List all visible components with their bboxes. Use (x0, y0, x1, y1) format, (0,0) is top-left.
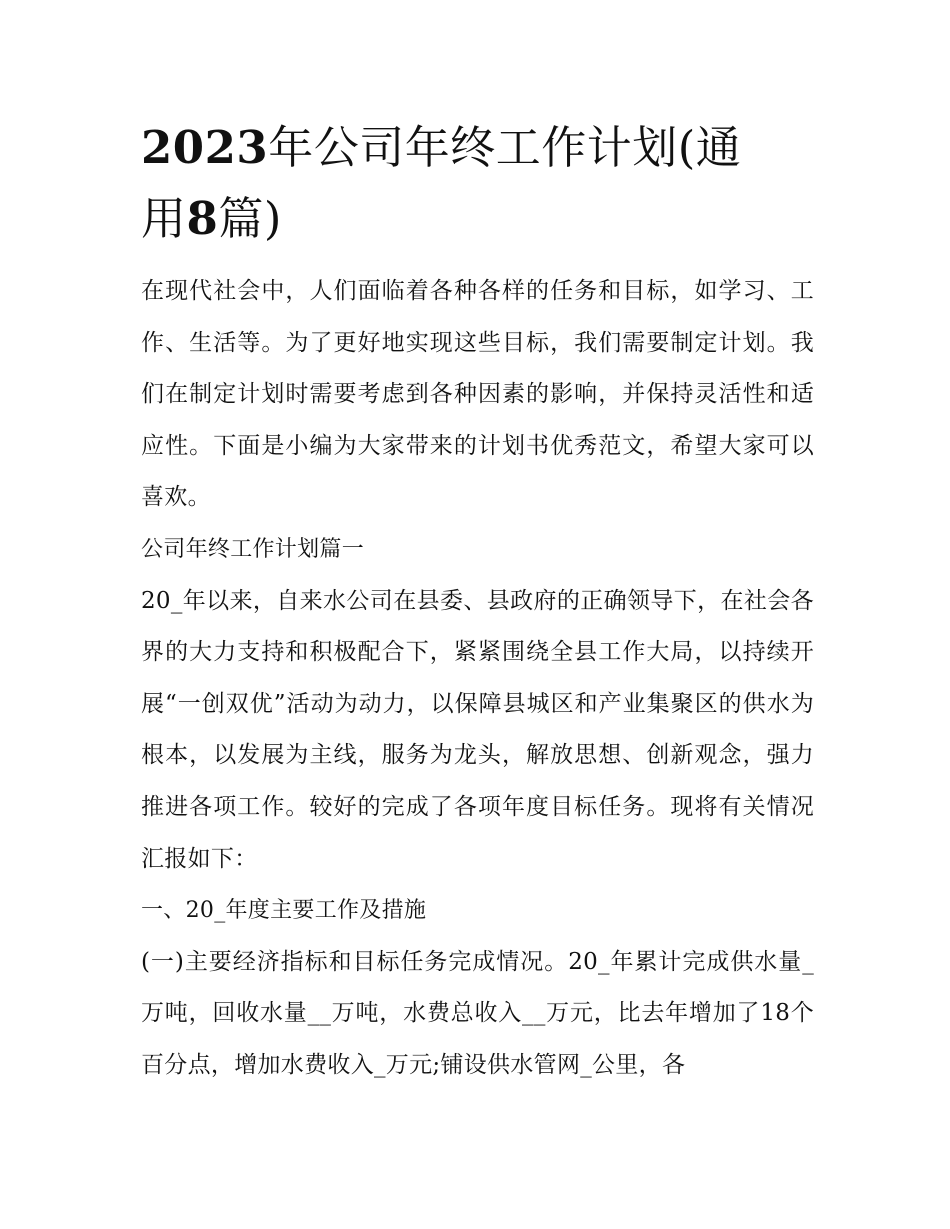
body-paragraph: 20_年以来，自来水公司在县委、县政府的正确领导下，在社会各界的大力支持和积极配合下，紧紧围绕全县工作大局，以持续开展“一创双优”活动为动力，以保障县城区和产业集聚区的供水为根本，以发展为主线，服务为龙头，解放思想、创新观念，强力推进各项工作。较好的完成了各项年度目标任务。现将有关情况汇报如下： (141, 587, 814, 872)
body-paragraph-2: (一)主要经济指标和目标任务完成情况。20_年累计完成供水量_万吨，回收水量__万吨，水费总收入__万元，比去年增加了18个百分点，增加水费收入_万元;铺设供水管网_公里，各 (141, 948, 814, 1078)
title-year: 2023 (141, 121, 269, 174)
document-title (141, 112, 814, 254)
subsection-heading: 一、20_年度主要工作及措施 (141, 898, 427, 924)
title-text-part2: 用 (141, 192, 187, 245)
intro-paragraph: 在现代社会中，人们面临着各种各样的任务和目标，如学习、工作、生活等。为了更好地实现这些目标，我们需要制定计划。我们在制定计划时需要考虑到各种因素的影响，并保持灵活性和适应性。下面是小编为大家带来的计划书优秀范文，希望大家可以喜欢。 (141, 278, 814, 511)
section-heading: 公司年终工作计划篇一 (141, 536, 365, 562)
title-text-part1: 年公司年终工作计划(通 (268, 121, 742, 174)
title-text-part3: 篇) (218, 192, 282, 245)
title-count: 8 (186, 192, 219, 245)
